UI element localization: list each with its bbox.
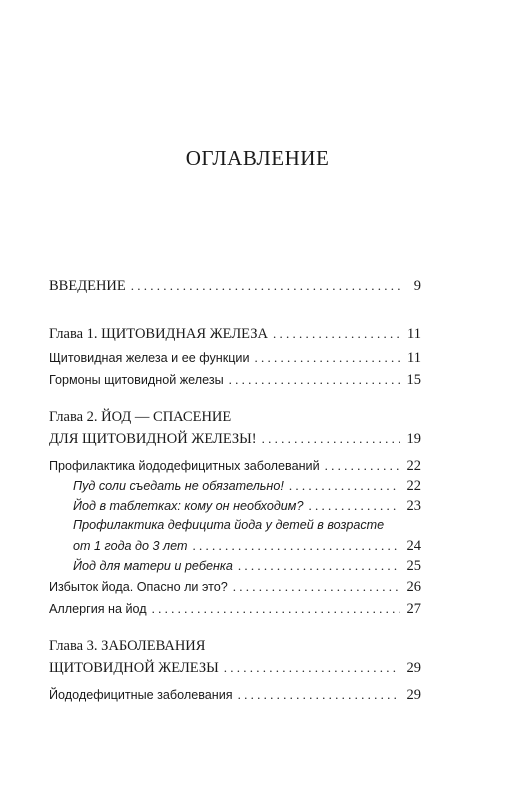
dot-leader — [229, 372, 400, 388]
toc-entry-page: 19 — [406, 431, 421, 447]
toc-entry-page: 22 — [406, 478, 421, 494]
toc-entry-chapter-3-line-1: Глава 3. ЗАБОЛЕВАНИЯ — [49, 638, 206, 654]
toc-entry-subsection-2-1-3-line-1: Профилактика дефицита йода у детей в возрасте — [73, 518, 385, 532]
toc-entry-page: 26 — [406, 579, 421, 595]
dot-leader — [131, 278, 400, 294]
toc-entry-section-2-1[interactable] — [49, 458, 421, 475]
dot-leader — [233, 579, 400, 595]
dot-leader — [325, 458, 400, 474]
dot-leader — [238, 558, 400, 574]
toc-entry-section-2-2[interactable] — [49, 579, 421, 596]
toc-entry-page: 23 — [406, 498, 421, 514]
toc-entry-subsection-2-1-1[interactable] — [73, 478, 421, 495]
toc-entry-chapter-2-line-1: Глава 2. ЙОД — СПАСЕНИЕ — [49, 409, 232, 425]
toc-entry-label: Щитовидная железа и ее функции — [49, 351, 250, 365]
toc-entry-subsection-2-1-2[interactable] — [73, 498, 421, 515]
toc-entry-page: 29 — [406, 687, 421, 703]
toc-entry-label: ВВЕДЕНИЕ — [49, 278, 126, 294]
toc-entry-label: ЩИТОВИДНОЙ ЖЕЛЕЗЫ — [49, 660, 219, 676]
toc-entry-label: Йод в таблетках: кому он необходим? — [73, 499, 304, 513]
dot-leader — [152, 601, 400, 617]
toc-entry-section-2-3[interactable] — [49, 601, 421, 618]
dot-leader — [255, 350, 401, 366]
toc-entry-label: Пуд соли съедать не обязательно! — [73, 479, 284, 493]
toc-entry-chapter-3[interactable] — [49, 660, 421, 677]
toc-entry-section-1-2[interactable] — [49, 372, 421, 389]
toc-entry-page: 29 — [406, 660, 421, 676]
dot-leader — [224, 660, 400, 676]
toc-entry-page: 9 — [413, 278, 421, 294]
toc-entry-subsection-2-1-4[interactable] — [73, 558, 421, 575]
toc-entry-label: Гормоны щитовидной железы — [49, 373, 224, 387]
dot-leader — [289, 478, 400, 494]
page-title: ОГЛАВЛЕНИЕ — [185, 146, 330, 170]
toc-entry-page: 15 — [406, 372, 421, 388]
toc-entry-label: Йод для матери и ребенка — [73, 559, 233, 573]
dot-leader — [238, 687, 400, 703]
toc-entry-page: 22 — [406, 458, 421, 474]
toc-entry-label: ДЛЯ ЩИТОВИДНОЙ ЖЕЛЕЗЫ! — [49, 431, 257, 447]
toc-entry-section-1-1[interactable] — [49, 350, 421, 367]
toc-entry-label: Йододефицитные заболевания — [49, 688, 233, 702]
toc-entry-label: от 1 года до 3 лет — [73, 539, 188, 553]
toc-entry-page: 11 — [407, 350, 421, 366]
toc-entry-page: 11 — [407, 326, 421, 342]
toc-entry-chapter-2[interactable] — [49, 431, 421, 448]
toc-entry-section-3-1[interactable] — [49, 687, 421, 704]
dot-leader — [273, 326, 400, 342]
toc-entry-page: 25 — [406, 558, 421, 574]
toc-entry-label: Профилактика йододефицитных заболеваний — [49, 459, 320, 473]
dot-leader — [192, 538, 400, 554]
toc-entry-page: 24 — [406, 538, 421, 554]
dot-leader — [308, 498, 400, 514]
toc-entry-page: 27 — [406, 601, 421, 617]
toc-entry-label: Глава 1. ЩИТОВИДНАЯ ЖЕЛЕЗА — [49, 326, 268, 342]
toc-entry-intro[interactable] — [49, 278, 421, 295]
toc-entry-chapter-1[interactable] — [49, 326, 421, 343]
dot-leader — [262, 431, 400, 447]
toc-entry-label: Аллергия на йод — [49, 602, 147, 616]
toc-entry-subsection-2-1-3[interactable] — [73, 538, 421, 555]
toc-entry-label: Избыток йода. Опасно ли это? — [49, 580, 228, 594]
